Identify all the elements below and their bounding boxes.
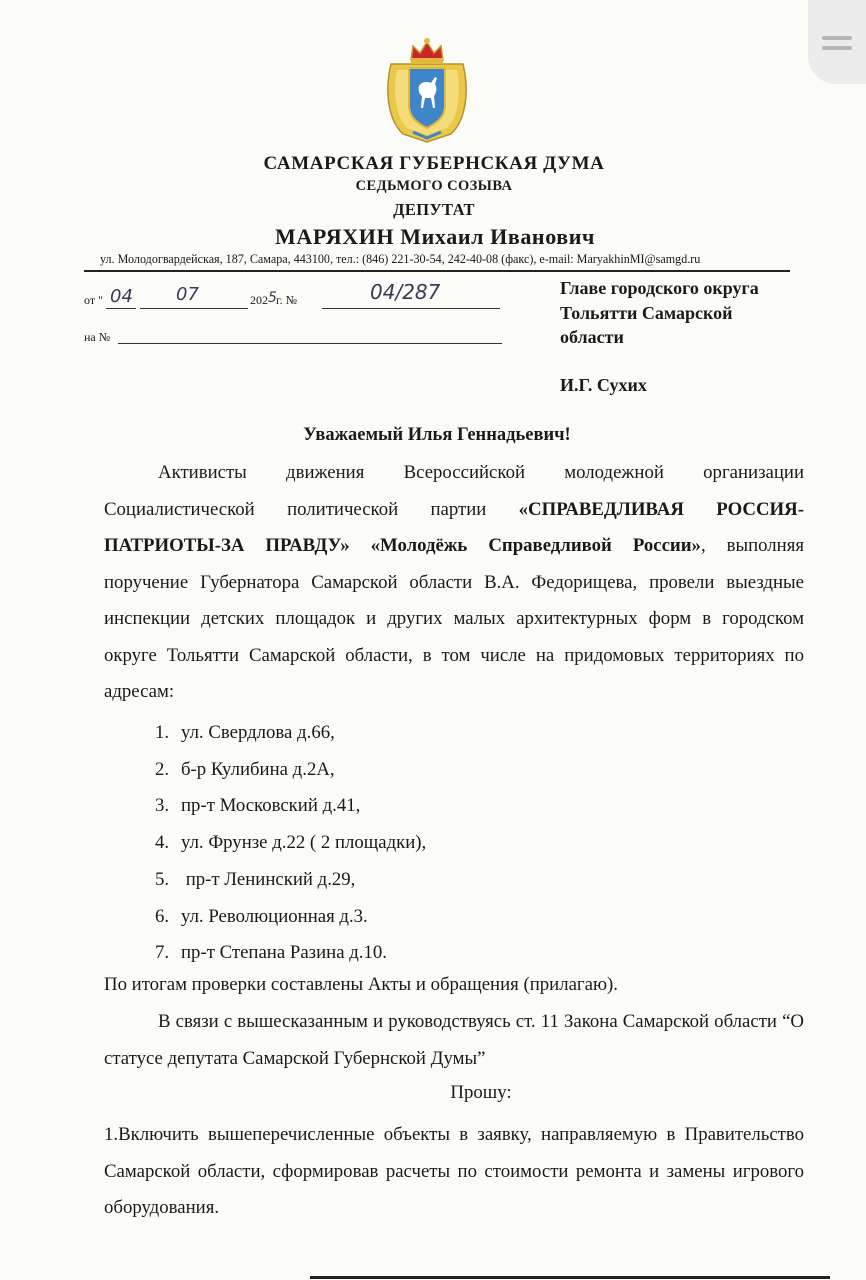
- reply-to-label: на №: [84, 330, 111, 344]
- deputy-name: МАРЯХИН Михаил Иванович: [274, 224, 596, 249]
- list-text: ул. Свердлова д.66,: [181, 722, 335, 743]
- address-list: [155, 715, 426, 972]
- reply-to-underline: [118, 343, 502, 344]
- list-item: [155, 825, 426, 862]
- handwritten-year-digit: 5: [268, 290, 277, 306]
- list-text: пр-т Ленинский д.29,: [181, 868, 356, 890]
- list-item: [155, 862, 426, 899]
- list-text: пр-т Степана Разина д.10.: [181, 942, 387, 964]
- list-item: [155, 752, 426, 789]
- addressee-line: Главе городского округа: [560, 278, 759, 298]
- result-paragraph: По итогам проверки составлены Акты и обращения (прилагаю).: [104, 974, 618, 995]
- list-number: 7.: [155, 942, 170, 964]
- convocation-title: СЕДЬМОГО СОЗЫВА: [355, 178, 513, 194]
- intro-paragraph: [104, 455, 804, 711]
- request-paragraph: 1.Включить вышеперечисленные объекты в заявку, направляемую в Правительство Самарской области, сформировав расчеты по стоимости ремонта и замены игрового оборудования.: [104, 1124, 804, 1218]
- list-number: 3.: [155, 795, 170, 817]
- list-text: ул. Революционная д.3.: [181, 905, 368, 927]
- addressee-line: Тольятти Самарской: [560, 302, 733, 323]
- intro-text-continued: , выполняя поручение Губернатора Самарской области В.А. Федорищева, провели выездные инспекции детских площадок и других малых архитектурных форм в городском округе Тольятти Самарской области, в том числе на придомовых территориях по адресам:: [104, 535, 804, 702]
- day-underline: [106, 308, 136, 309]
- request-heading: Прошу:: [450, 1082, 512, 1103]
- menu-line-icon: [822, 46, 852, 50]
- page-edge-line: [310, 1276, 830, 1279]
- addressee-name: И.Г. Сухих: [560, 375, 647, 395]
- greeting: Уважаемый Илья Геннадьевич!: [303, 425, 571, 445]
- number-label: г. №: [276, 293, 298, 307]
- date-prefix: от ": [84, 293, 103, 307]
- handwritten-day: 04: [110, 286, 133, 307]
- organization-title: САМАРСКАЯ ГУБЕРНСКАЯ ДУМА: [263, 153, 605, 174]
- intro-text: Активисты движения Всероссийской молодежной организации Социалистической политической партии: [104, 462, 804, 520]
- list-item: [155, 788, 426, 825]
- list-number: 2.: [155, 758, 170, 780]
- list-number: 6.: [155, 905, 170, 927]
- handwritten-month: 07: [176, 284, 199, 305]
- number-underline: [322, 308, 500, 309]
- menu-line-icon: [822, 36, 852, 40]
- letterhead-divider: [84, 270, 790, 272]
- list-item: [155, 715, 426, 752]
- position-title: ДЕПУТАТ: [393, 200, 475, 219]
- handwritten-number: 04/287: [370, 280, 441, 304]
- addressee-line: области: [560, 327, 624, 347]
- list-number: 4.: [155, 832, 170, 854]
- list-text: пр-т Московский д.41,: [181, 795, 361, 817]
- addressee-block: [560, 276, 759, 350]
- legal-basis-paragraph: В связи с вышесказанным и руководствуясь ст. 11 Закона Самарской области “О статусе депутата Самарской Губернской Думы”: [104, 1011, 804, 1069]
- list-number: 1.: [155, 722, 170, 743]
- year-prefix: 202: [250, 293, 268, 307]
- list-number: 5.: [155, 868, 170, 890]
- party-name: «СПРАВЕДЛИВАЯ РОССИЯ-ПАТРИОТЫ-ЗА ПРАВДУ» «Молодёжь Справедливой России»: [104, 498, 804, 556]
- list-item: [155, 899, 426, 936]
- contact-address: ул. Молодогвардейская, 187, Самара, 443100, тел.: (846) 221-30-54, 242-40-08 (факс), e-mail: MaryakhinMI@samgd.ru: [100, 252, 701, 266]
- samara-coat-of-arms-icon: [383, 34, 471, 146]
- list-text: б-р Кулибина д.2А,: [181, 758, 335, 780]
- list-text: ул. Фрунзе д.22 ( 2 площадки),: [181, 832, 427, 854]
- viewer-menu-handle[interactable]: [808, 0, 866, 84]
- month-underline: [140, 308, 248, 309]
